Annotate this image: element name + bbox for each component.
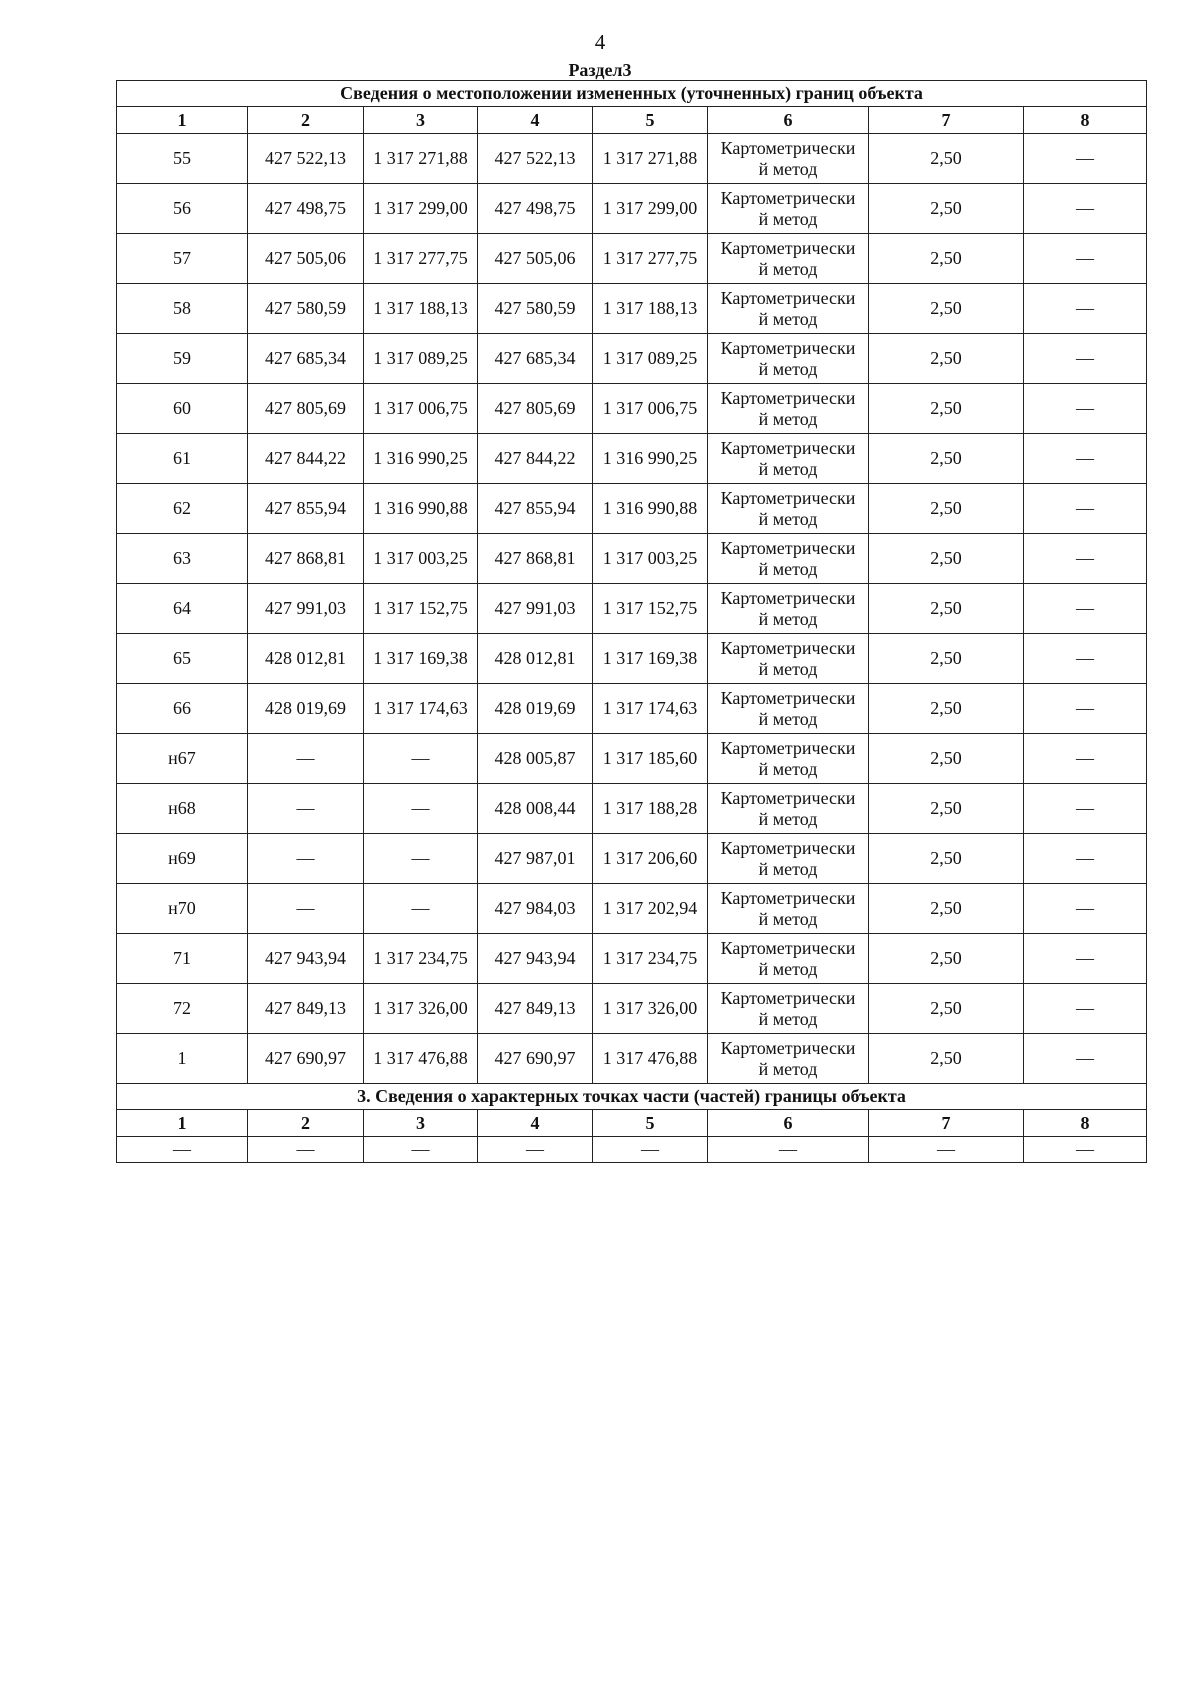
- method-line-2: й метод: [758, 308, 818, 329]
- note-value: —: [1024, 834, 1147, 884]
- x-coordinate-existing: 427 498,75: [248, 184, 364, 234]
- y-coordinate-existing: 1 317 234,75: [364, 934, 478, 984]
- column-number: 2: [248, 107, 364, 134]
- point-number: 59: [117, 334, 248, 384]
- column-number: 2: [248, 1110, 364, 1137]
- column-number: 8: [1024, 1110, 1147, 1137]
- x-coordinate-existing: —: [248, 834, 364, 884]
- y-coordinate-refined: 1 317 271,88: [593, 134, 708, 184]
- x-coordinate-refined: 427 844,22: [478, 434, 593, 484]
- y-coordinate-refined: 1 317 174,63: [593, 684, 708, 734]
- x-coordinate-existing: 428 019,69: [248, 684, 364, 734]
- part-boundary-caption-row: [117, 1084, 1147, 1110]
- table-row: [117, 734, 1147, 784]
- determination-method: [708, 534, 869, 584]
- column-number: 6: [708, 1110, 869, 1137]
- note-value: —: [1024, 184, 1147, 234]
- accuracy-value: 2,50: [869, 384, 1024, 434]
- table-row: [117, 584, 1147, 634]
- table-row: [117, 434, 1147, 484]
- note-value: —: [1024, 684, 1147, 734]
- method-line-1: Картометрически: [720, 337, 856, 358]
- y-coordinate-existing: 1 316 990,88: [364, 484, 478, 534]
- empty-cell: —: [248, 1137, 364, 1163]
- y-coordinate-refined: 1 317 206,60: [593, 834, 708, 884]
- note-value: —: [1024, 634, 1147, 684]
- accuracy-value: 2,50: [869, 734, 1024, 784]
- determination-method: [708, 384, 869, 434]
- x-coordinate-existing: 427 805,69: [248, 384, 364, 434]
- note-value: —: [1024, 884, 1147, 934]
- determination-method: [708, 584, 869, 634]
- y-coordinate-refined: 1 316 990,25: [593, 434, 708, 484]
- method-line-2: й метод: [758, 158, 818, 179]
- method-line-2: й метод: [758, 808, 818, 829]
- point-number: 71: [117, 934, 248, 984]
- method-line-2: й метод: [758, 958, 818, 979]
- x-coordinate-refined: 427 991,03: [478, 584, 593, 634]
- empty-cell: —: [364, 1137, 478, 1163]
- method-line-1: Картометрически: [720, 837, 856, 858]
- x-coordinate-refined: 428 008,44: [478, 784, 593, 834]
- x-coordinate-existing: 427 580,59: [248, 284, 364, 334]
- determination-method: [708, 984, 869, 1034]
- x-coordinate-existing: —: [248, 784, 364, 834]
- table-row: [117, 334, 1147, 384]
- y-coordinate-refined: 1 317 089,25: [593, 334, 708, 384]
- point-number: 56: [117, 184, 248, 234]
- part-boundary-caption: 3. Сведения о характерных точках части (частей) границы объекта: [117, 1084, 1147, 1110]
- y-coordinate-refined: 1 317 003,25: [593, 534, 708, 584]
- y-coordinate-existing: 1 317 006,75: [364, 384, 478, 434]
- table-row: [117, 534, 1147, 584]
- y-coordinate-existing: 1 317 089,25: [364, 334, 478, 384]
- note-value: —: [1024, 784, 1147, 834]
- accuracy-value: 2,50: [869, 484, 1024, 534]
- accuracy-value: 2,50: [869, 784, 1024, 834]
- point-number: 63: [117, 534, 248, 584]
- determination-method: [708, 784, 869, 834]
- x-coordinate-existing: 427 849,13: [248, 984, 364, 1034]
- column-number: 3: [364, 107, 478, 134]
- table-row: [117, 384, 1147, 434]
- empty-cell: —: [593, 1137, 708, 1163]
- x-coordinate-refined: 427 849,13: [478, 984, 593, 1034]
- accuracy-value: 2,50: [869, 134, 1024, 184]
- x-coordinate-refined: 427 690,97: [478, 1034, 593, 1084]
- table-caption: Сведения о местоположении измененных (уточненных) границ объекта: [117, 81, 1147, 107]
- note-value: —: [1024, 734, 1147, 784]
- point-number: 57: [117, 234, 248, 284]
- determination-method: [708, 1034, 869, 1084]
- table-row: [117, 784, 1147, 834]
- table-row: [117, 484, 1147, 534]
- x-coordinate-refined: 427 855,94: [478, 484, 593, 534]
- point-number: 72: [117, 984, 248, 1034]
- accuracy-value: 2,50: [869, 984, 1024, 1034]
- y-coordinate-refined: 1 317 234,75: [593, 934, 708, 984]
- table-row: [117, 834, 1147, 884]
- determination-method: [708, 284, 869, 334]
- note-value: —: [1024, 534, 1147, 584]
- y-coordinate-existing: —: [364, 834, 478, 884]
- method-line-1: Картометрически: [720, 487, 856, 508]
- accuracy-value: 2,50: [869, 834, 1024, 884]
- method-line-1: Картометрически: [720, 637, 856, 658]
- note-value: —: [1024, 334, 1147, 384]
- y-coordinate-refined: 1 317 326,00: [593, 984, 708, 1034]
- point-number: 61: [117, 434, 248, 484]
- determination-method: [708, 934, 869, 984]
- method-line-2: й метод: [758, 658, 818, 679]
- note-value: —: [1024, 284, 1147, 334]
- x-coordinate-existing: 427 943,94: [248, 934, 364, 984]
- y-coordinate-refined: 1 317 202,94: [593, 884, 708, 934]
- y-coordinate-refined: 1 317 169,38: [593, 634, 708, 684]
- y-coordinate-existing: 1 317 299,00: [364, 184, 478, 234]
- determination-method: [708, 234, 869, 284]
- method-line-2: й метод: [758, 608, 818, 629]
- point-number: 58: [117, 284, 248, 334]
- x-coordinate-refined: 428 019,69: [478, 684, 593, 734]
- method-line-1: Картометрически: [720, 937, 856, 958]
- x-coordinate-refined: 427 987,01: [478, 834, 593, 884]
- x-coordinate-refined: 427 984,03: [478, 884, 593, 934]
- note-value: —: [1024, 984, 1147, 1034]
- x-coordinate-existing: 427 855,94: [248, 484, 364, 534]
- note-value: —: [1024, 434, 1147, 484]
- x-coordinate-existing: 427 522,13: [248, 134, 364, 184]
- method-line-1: Картометрически: [720, 237, 856, 258]
- accuracy-value: 2,50: [869, 284, 1024, 334]
- column-number: 4: [478, 1110, 593, 1137]
- accuracy-value: 2,50: [869, 334, 1024, 384]
- accuracy-value: 2,50: [869, 184, 1024, 234]
- method-line-1: Картометрически: [720, 537, 856, 558]
- accuracy-value: 2,50: [869, 1034, 1024, 1084]
- y-coordinate-refined: 1 317 299,00: [593, 184, 708, 234]
- method-line-1: Картометрически: [720, 887, 856, 908]
- y-coordinate-existing: 1 317 152,75: [364, 584, 478, 634]
- y-coordinate-refined: 1 317 476,88: [593, 1034, 708, 1084]
- table-row: [117, 934, 1147, 984]
- x-coordinate-existing: 427 685,34: [248, 334, 364, 384]
- x-coordinate-refined: 427 805,69: [478, 384, 593, 434]
- note-value: —: [1024, 1034, 1147, 1084]
- y-coordinate-refined: 1 317 152,75: [593, 584, 708, 634]
- method-line-2: й метод: [758, 208, 818, 229]
- determination-method: [708, 484, 869, 534]
- method-line-2: й метод: [758, 458, 818, 479]
- table-row: [117, 1034, 1147, 1084]
- accuracy-value: 2,50: [869, 684, 1024, 734]
- method-line-2: й метод: [758, 358, 818, 379]
- x-coordinate-refined: 427 580,59: [478, 284, 593, 334]
- x-coordinate-existing: 427 505,06: [248, 234, 364, 284]
- determination-method: [708, 834, 869, 884]
- x-coordinate-refined: 427 868,81: [478, 534, 593, 584]
- y-coordinate-existing: —: [364, 734, 478, 784]
- y-coordinate-refined: 1 317 006,75: [593, 384, 708, 434]
- method-line-2: й метод: [758, 858, 818, 879]
- x-coordinate-existing: 427 844,22: [248, 434, 364, 484]
- empty-cell: —: [478, 1137, 593, 1163]
- note-value: —: [1024, 934, 1147, 984]
- table-row: [117, 284, 1147, 334]
- table-row: [117, 684, 1147, 734]
- x-coordinate-refined: 427 505,06: [478, 234, 593, 284]
- y-coordinate-existing: 1 317 174,63: [364, 684, 478, 734]
- accuracy-value: 2,50: [869, 584, 1024, 634]
- method-line-1: Картометрически: [720, 737, 856, 758]
- y-coordinate-existing: 1 317 476,88: [364, 1034, 478, 1084]
- x-coordinate-refined: 428 005,87: [478, 734, 593, 784]
- point-number: 65: [117, 634, 248, 684]
- table-row: [117, 184, 1147, 234]
- determination-method: [708, 134, 869, 184]
- y-coordinate-existing: 1 317 188,13: [364, 284, 478, 334]
- column-number: 1: [117, 107, 248, 134]
- x-coordinate-existing: 428 012,81: [248, 634, 364, 684]
- determination-method: [708, 434, 869, 484]
- note-value: —: [1024, 234, 1147, 284]
- point-number: 64: [117, 584, 248, 634]
- point-number: н69: [117, 834, 248, 884]
- x-coordinate-refined: 428 012,81: [478, 634, 593, 684]
- empty-cell: —: [117, 1137, 248, 1163]
- note-value: —: [1024, 134, 1147, 184]
- column-number: 6: [708, 107, 869, 134]
- method-line-1: Картометрически: [720, 437, 856, 458]
- method-line-1: Картометрически: [720, 987, 856, 1008]
- accuracy-value: 2,50: [869, 234, 1024, 284]
- part-column-number-row: [117, 1110, 1147, 1137]
- y-coordinate-existing: 1 317 169,38: [364, 634, 478, 684]
- determination-method: [708, 884, 869, 934]
- y-coordinate-refined: 1 317 188,13: [593, 284, 708, 334]
- point-number: н67: [117, 734, 248, 784]
- y-coordinate-existing: —: [364, 784, 478, 834]
- point-number: н70: [117, 884, 248, 934]
- section-title: Раздел3: [568, 60, 632, 80]
- table-row: [117, 634, 1147, 684]
- column-number: 5: [593, 107, 708, 134]
- y-coordinate-existing: 1 317 271,88: [364, 134, 478, 184]
- determination-method: [708, 334, 869, 384]
- empty-cell: —: [708, 1137, 869, 1163]
- column-number: 7: [869, 107, 1024, 134]
- x-coordinate-refined: 427 522,13: [478, 134, 593, 184]
- y-coordinate-existing: 1 317 326,00: [364, 984, 478, 1034]
- y-coordinate-refined: 1 317 185,60: [593, 734, 708, 784]
- column-number: 1: [117, 1110, 248, 1137]
- method-line-2: й метод: [758, 908, 818, 929]
- note-value: —: [1024, 584, 1147, 634]
- determination-method: [708, 734, 869, 784]
- method-line-1: Картометрически: [720, 137, 856, 158]
- point-number: 66: [117, 684, 248, 734]
- point-number: 62: [117, 484, 248, 534]
- determination-method: [708, 684, 869, 734]
- point-number: 60: [117, 384, 248, 434]
- note-value: —: [1024, 484, 1147, 534]
- table-row: [117, 984, 1147, 1034]
- table-row: [117, 134, 1147, 184]
- method-line-2: й метод: [758, 408, 818, 429]
- y-coordinate-existing: 1 317 277,75: [364, 234, 478, 284]
- method-line-1: Картометрически: [720, 387, 856, 408]
- method-line-1: Картометрически: [720, 287, 856, 308]
- x-coordinate-existing: 427 991,03: [248, 584, 364, 634]
- part-empty-row: [117, 1137, 1147, 1163]
- table-row: [117, 234, 1147, 284]
- y-coordinate-refined: 1 317 277,75: [593, 234, 708, 284]
- method-line-1: Картометрически: [720, 1037, 856, 1058]
- point-number: 55: [117, 134, 248, 184]
- method-line-1: Картометрически: [720, 687, 856, 708]
- y-coordinate-existing: 1 316 990,25: [364, 434, 478, 484]
- accuracy-value: 2,50: [869, 434, 1024, 484]
- method-line-2: й метод: [758, 708, 818, 729]
- determination-method: [708, 634, 869, 684]
- x-coordinate-existing: —: [248, 884, 364, 934]
- method-line-2: й метод: [758, 508, 818, 529]
- empty-cell: —: [869, 1137, 1024, 1163]
- method-line-2: й метод: [758, 558, 818, 579]
- method-line-2: й метод: [758, 258, 818, 279]
- method-line-1: Картометрически: [720, 787, 856, 808]
- method-line-1: Картометрически: [720, 187, 856, 208]
- table-body: [117, 81, 1147, 1163]
- method-line-2: й метод: [758, 1008, 818, 1029]
- method-line-1: Картометрически: [720, 587, 856, 608]
- boundary-table: [116, 80, 1147, 1163]
- note-value: —: [1024, 384, 1147, 434]
- page-number: 4: [594, 30, 606, 54]
- column-number: 5: [593, 1110, 708, 1137]
- method-line-2: й метод: [758, 758, 818, 779]
- column-number: 7: [869, 1110, 1024, 1137]
- column-number-row: [117, 107, 1147, 134]
- point-number: 1: [117, 1034, 248, 1084]
- column-number: 8: [1024, 107, 1147, 134]
- empty-cell: —: [1024, 1137, 1147, 1163]
- y-coordinate-refined: 1 316 990,88: [593, 484, 708, 534]
- column-number: 3: [364, 1110, 478, 1137]
- accuracy-value: 2,50: [869, 634, 1024, 684]
- x-coordinate-refined: 427 943,94: [478, 934, 593, 984]
- y-coordinate-existing: 1 317 003,25: [364, 534, 478, 584]
- x-coordinate-refined: 427 685,34: [478, 334, 593, 384]
- accuracy-value: 2,50: [869, 934, 1024, 984]
- x-coordinate-existing: —: [248, 734, 364, 784]
- x-coordinate-refined: 427 498,75: [478, 184, 593, 234]
- x-coordinate-existing: 427 690,97: [248, 1034, 364, 1084]
- determination-method: [708, 184, 869, 234]
- accuracy-value: 2,50: [869, 534, 1024, 584]
- table-caption-row: [117, 81, 1147, 107]
- y-coordinate-refined: 1 317 188,28: [593, 784, 708, 834]
- accuracy-value: 2,50: [869, 884, 1024, 934]
- point-number: н68: [117, 784, 248, 834]
- x-coordinate-existing: 427 868,81: [248, 534, 364, 584]
- y-coordinate-existing: —: [364, 884, 478, 934]
- method-line-2: й метод: [758, 1058, 818, 1079]
- table-row: [117, 884, 1147, 934]
- column-number: 4: [478, 107, 593, 134]
